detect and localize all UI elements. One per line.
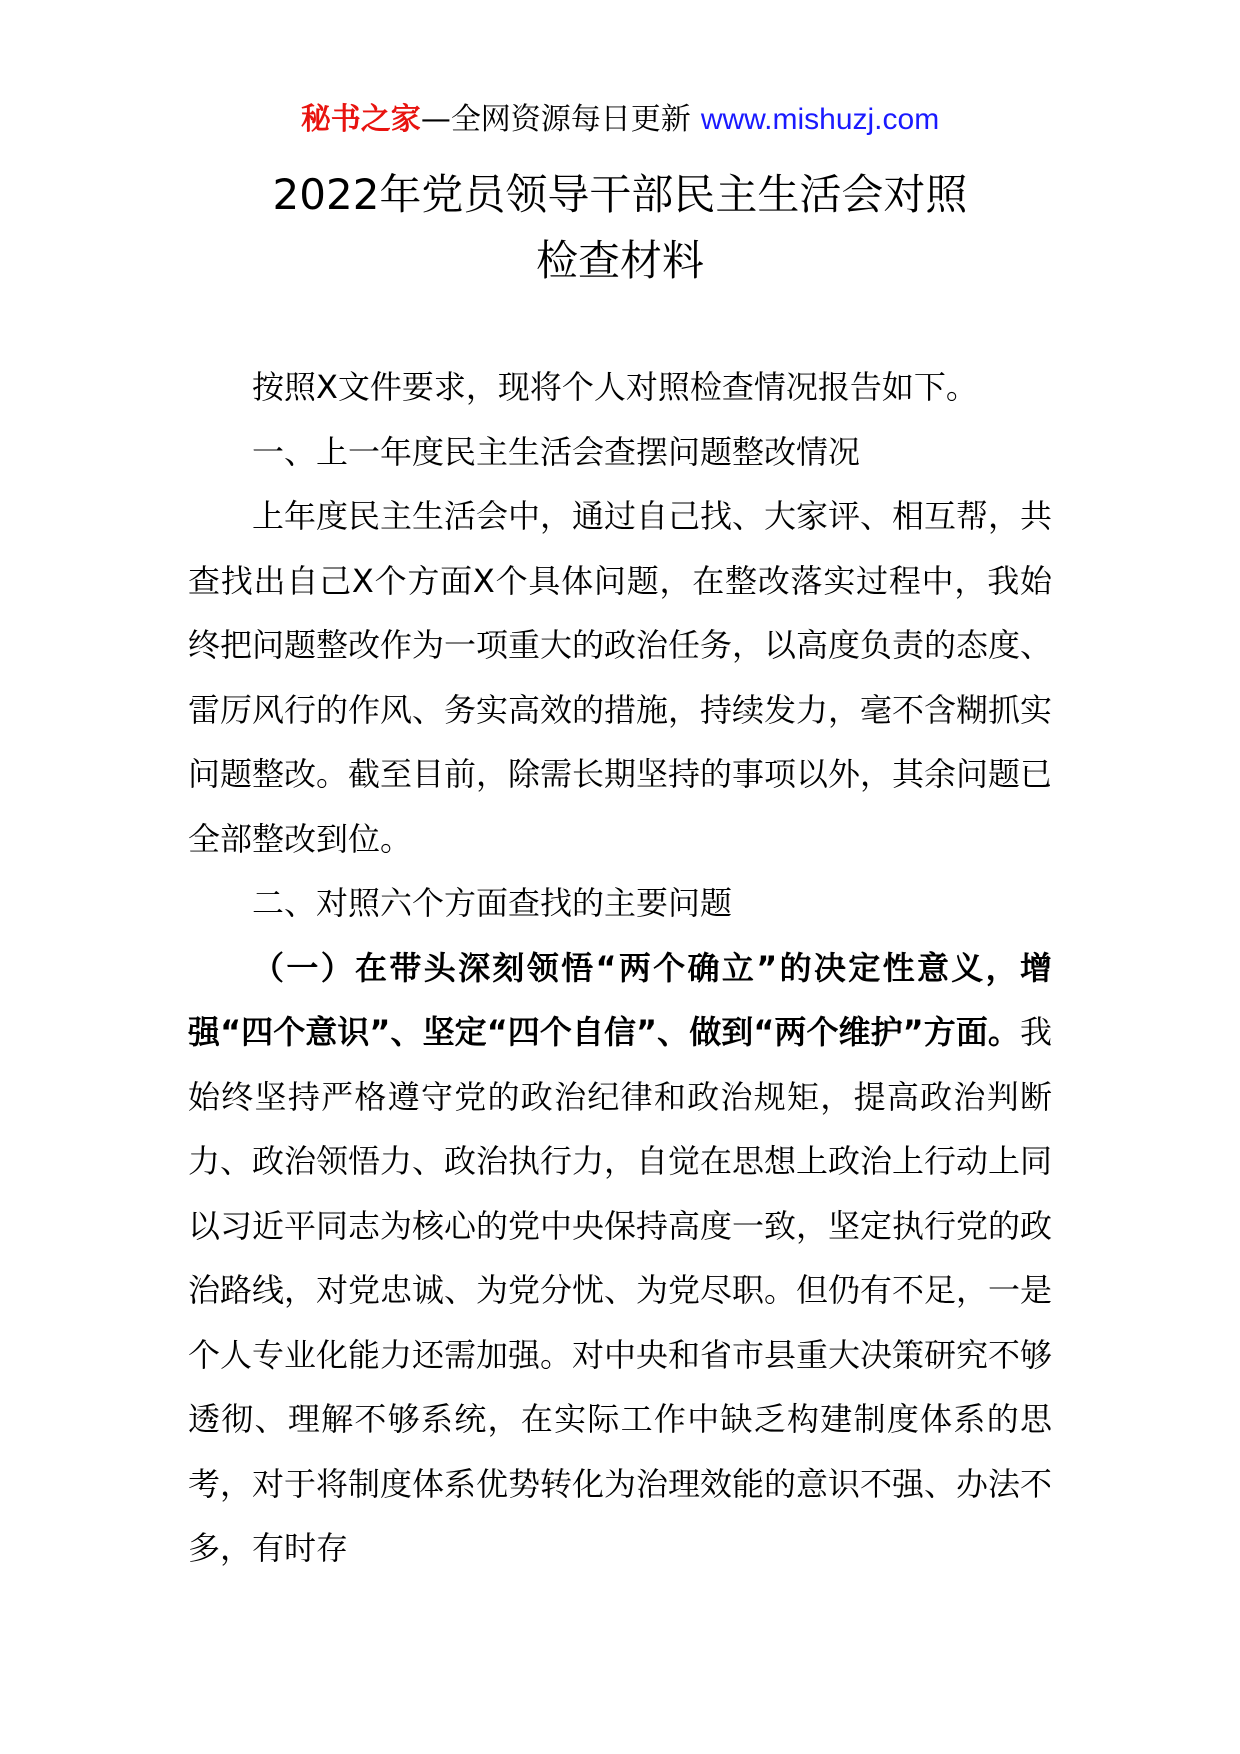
subsection-1-heading: （一）在带头深刻领悟“两个确立”的决定性意义，增强“四个意识”、坚定“四个自信”、做到“两个维护”方面。 (188, 948, 1052, 1051)
site-slogan: —全网资源每日更新 (420, 102, 691, 137)
subsection-1-text: 我始终坚持严格遵守党的政治纪律和政治规矩，提高政治判断力、政治领悟力、政治执行力，自觉在思想上政治上行动上同以习近平同志为核心的党中央保持高度一致，坚定执行党的政治路线，对党忠诚、为党分忧、为党尽职。但仍有不足，一是个人专业化能力还需加强。对中央和省市县重大决策研究不够透彻、理解不够系统，在实际工作中缺乏构建制度体系的思考，对于将制度体系优势转化为治理效能的意识不强、办法不多，有时存 (188, 1013, 1053, 1567)
subsection-1-paragraph (188, 936, 1052, 1581)
site-header (0, 100, 1240, 140)
section-1-heading: 一、上一年度民主生活会查摆问题整改情况 (252, 432, 861, 471)
section-2-heading: 二、对照六个方面查找的主要问题 (252, 884, 733, 922)
intro-paragraph: 按照X文件要求，现将个人对照检查情况报告如下。 (252, 368, 978, 406)
title-line-1: 2022年党员领导干部民主生活会对照 (272, 170, 968, 219)
site-url-link[interactable]: www.mishuzj.com (700, 103, 940, 136)
title-line-2: 检查材料 (535, 236, 704, 285)
section-1-paragraph: 上年度民主生活会中，通过自己找、大家评、相互帮，共查找出自己X个方面X个具体问题，在整改落实过程中，我始终把问题整改作为一项重大的政治任务，以高度负责的态度、雷厉风行的作风、务实高效的措施，持续发力，毫不含糊抓实问题整改。截至目前，除需长期坚持的事项以外，其余问题已全部整改到位。 (188, 497, 1053, 858)
brand-name: 秘书之家 (300, 102, 421, 137)
document-title (0, 162, 1240, 294)
document-body (188, 355, 1052, 1581)
